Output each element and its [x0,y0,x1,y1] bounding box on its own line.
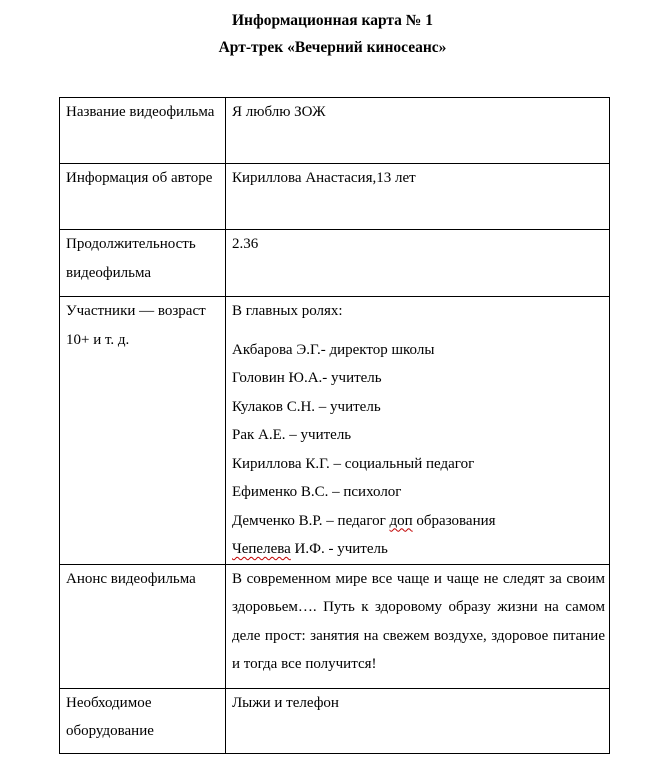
row-value-announcement: В современном мире все чаще и чаще не следят за своим здоровьем…. Путь к здоровому образу жизни на самом деле прост: занятия на свежем воздухе, здоровое питание и тогда все получится! [226,564,610,688]
cast-item: Ефименко В.С. – психолог [232,484,402,500]
cast-heading: В главных ролях: [232,303,343,319]
info-table [59,97,610,754]
table-row [60,164,610,230]
row-value-duration: 2.36 [226,230,610,297]
cast-item: Акбарова Э.Г.- директор школы [232,341,435,358]
document-subtitle: Арт-трек «Вечерний киносеанс» [218,39,447,56]
row-label-equipment: Необходимое оборудование [60,688,226,753]
table-row [60,564,610,688]
row-label-participants: Участники — возраст 10+ и т. д. [60,297,226,565]
document-title: Информационная карта № 1 [231,12,434,29]
cast-item: Головин Ю.А.- учитель [232,370,382,386]
row-value-author: Кириллова Анастасия,13 лет [226,164,610,230]
row-label-film-title: Название видеофильма [60,98,226,164]
row-label-announcement: Анонс видеофильма [60,564,226,688]
spellcheck-underline: доп [389,512,413,529]
row-label-duration: Продолжительность видеофильма [60,230,226,297]
row-value-equipment: Лыжи и телефон [226,688,610,753]
cast-item: Рак А.Е. – учитель [232,427,352,443]
row-value-participants [226,297,610,565]
table-row [60,98,610,164]
spellcheck-underline: Чепелева [232,541,291,557]
cast-item: Кириллова К.Г. – социальный педагог [232,455,475,472]
cast-item: Чепелева И.Ф. - учитель [232,541,388,557]
table-row [60,230,610,297]
cast-item: Кулаков С.Н. – учитель [232,398,381,415]
table-row [60,688,610,753]
row-value-film-title: Я люблю ЗОЖ [226,98,610,164]
row-label-author: Информация об авторе [60,164,226,230]
cast-item: Демченко В.Р. – педагог доп образования [232,512,496,529]
table-row [60,297,610,565]
